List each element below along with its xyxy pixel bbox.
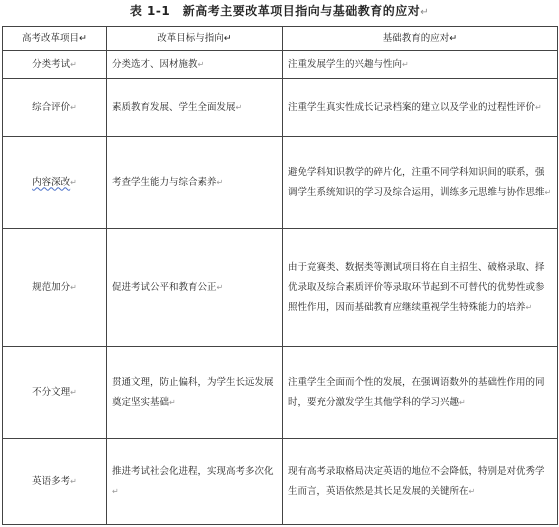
cell-goal: 贯通文理，防止偏科，为学生长远发展奠定坚实基础↵ xyxy=(107,347,283,439)
paragraph-mark: ↵ xyxy=(420,7,430,18)
table-row xyxy=(3,347,558,439)
table-title-text: 表 1-1 新高考主要改革项目指向与基础教育的应对 xyxy=(129,4,421,18)
table-title xyxy=(0,2,559,20)
cell-goal: 考查学生能力与综合素养↵ xyxy=(107,137,283,229)
table-row xyxy=(3,439,558,525)
cell-goal: 推进考试社会化进程，实现高考多次化↵ xyxy=(107,439,283,525)
cell-response: 现有高考录取格局决定英语的地位不会降低，特别是对优秀学生而言，英语依然是其长足发展的关键所在↵ xyxy=(283,439,558,525)
cell-item: 分类考试↵ xyxy=(3,51,107,79)
cell-goal: 促进考试公平和教育公正↵ xyxy=(107,229,283,347)
cell-item: 综合评价↵ xyxy=(3,79,107,137)
cell-response: 由于竞赛类、数据类等测试项目将在自主招生、破格录取、择优录取及综合素质评价等录取环节起到不可替代的优势性或参照性作用，因而基础教育应继续重视学生特殊能力的培养↵ xyxy=(283,229,558,347)
table-row xyxy=(3,229,558,347)
header-response: 基础教育的应对↵ xyxy=(283,27,558,51)
cell-response: 注重发展学生的兴趣与性向↵ xyxy=(283,51,558,79)
table-row xyxy=(3,137,558,229)
table-row xyxy=(3,79,558,137)
header-item: 高考改革项目↵ xyxy=(3,27,107,51)
cell-item: 规范加分↵ xyxy=(3,229,107,347)
cell-item: 英语多考↵ xyxy=(3,439,107,525)
header-row xyxy=(3,27,558,51)
cell-goal: 素质教育发展、学生全面发展↵ xyxy=(107,79,283,137)
cell-response: 避免学科知识教学的碎片化，注重不同学科知识间的联系，强调学生系统知识的学习及综合运用，训练多元思维与协作思维↵ xyxy=(283,137,558,229)
cell-response: 注重学生真实性成长记录档案的建立以及学业的过程性评价↵ xyxy=(283,79,558,137)
reform-table xyxy=(2,26,558,525)
cell-item: 内容深改↵ xyxy=(3,137,107,229)
cell-goal: 分类选才、因材施教↵ xyxy=(107,51,283,79)
cell-response: 注重学生全面而个性的发展，在强调语数外的基础性作用的同时，要充分激发学生其他学科的学习兴趣↵ xyxy=(283,347,558,439)
cell-item: 不分文理↵ xyxy=(3,347,107,439)
table-row xyxy=(3,51,558,79)
header-goal: 改革目标与指向↵ xyxy=(107,27,283,51)
